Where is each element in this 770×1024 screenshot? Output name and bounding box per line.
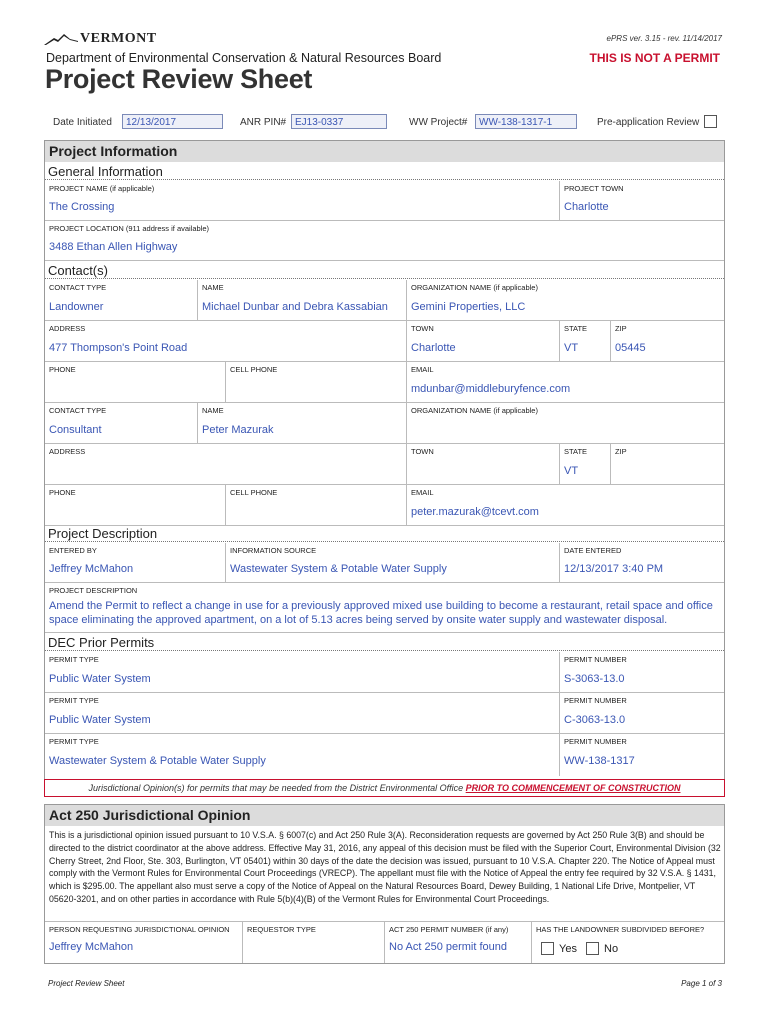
c2-phone-cell[interactable] [45, 485, 226, 526]
permit-2-type-value: Public Water System [49, 714, 151, 726]
top-row [44, 113, 725, 133]
project-town-label: PROJECT TOWN [564, 184, 624, 193]
permit-1-number-cell[interactable] [560, 652, 724, 693]
c1-town-cell[interactable] [407, 321, 560, 362]
act250-permit-number-value: No Act 250 permit found [389, 941, 508, 953]
act250-section [44, 804, 725, 964]
no-checkbox[interactable] [586, 942, 599, 955]
permit-number-label: PERMIT NUMBER [564, 696, 627, 705]
org-label: ORGANIZATION NAME (if applicable) [411, 406, 538, 415]
town-label: TOWN [411, 447, 434, 456]
c2-state-cell[interactable] [560, 444, 611, 485]
c1-address-cell[interactable] [45, 321, 407, 362]
project-description-value: Amend the Permit to reflect a change in use for a previously approved mixed use building to become a restaurant, retail space and office space eliminating the approved apartment, on a lot of 5.13 acres being served by onsite water supply and wastewater disposal. [49, 600, 713, 626]
state-label: STATE [564, 324, 588, 333]
act250-permit-number-label: ACT 250 PERMIT NUMBER (if any) [389, 925, 509, 934]
org-label: ORGANIZATION NAME (if applicable) [411, 283, 538, 292]
info-source-cell[interactable] [226, 543, 560, 583]
permit-number-label: PERMIT NUMBER [564, 655, 627, 664]
c1-email-cell[interactable] [407, 362, 724, 403]
version-text: ePRS ver. 3.15 - rev. 11/14/2017 [606, 34, 722, 43]
c2-address-cell[interactable] [45, 444, 407, 485]
cell-phone-label: CELL PHONE [230, 365, 278, 374]
date-initiated-label: Date Initiated [53, 117, 112, 128]
phone-label: PHONE [49, 365, 76, 374]
c2-email-value: peter.mazurak@tcevt.com [411, 506, 539, 518]
date-entered-label: DATE ENTERED [564, 546, 622, 555]
c1-address-value: 477 Thompson's Point Road [49, 342, 188, 354]
anr-pin-field[interactable]: EJ13-0337 [291, 114, 387, 129]
person-requesting-label: PERSON REQUESTING JURISDICTIONAL OPINION [49, 925, 230, 934]
jurisdictional-note-emphasis: PRIOR TO COMMENCEMENT OF CONSTRUCTION [465, 783, 681, 793]
c1-state-value: VT [564, 342, 579, 354]
c2-name-value: Peter Mazurak [202, 424, 274, 436]
project-name-value: The Crossing [49, 201, 115, 213]
entered-by-value: Jeffrey McMahon [49, 563, 134, 575]
project-location-label: PROJECT LOCATION (911 address if available) [49, 224, 210, 233]
general-info-heading: General Information [45, 163, 724, 180]
name-label: NAME [202, 406, 224, 415]
project-description-label: PROJECT DESCRIPTION [49, 586, 138, 595]
permit-3-number-value: WW-138-1317 [564, 755, 635, 767]
project-name-cell[interactable] [45, 181, 560, 221]
permit-3-number-cell[interactable] [560, 734, 724, 776]
footer-left: Project Review Sheet [48, 979, 125, 988]
c1-org-cell[interactable] [407, 280, 724, 321]
info-source-label: INFORMATION SOURCE [230, 546, 317, 555]
c1-email-value: mdunbar@middleburyfence.com [411, 383, 571, 395]
permit-2-number-value: C-3063-13.0 [564, 714, 626, 726]
permit-2-number-cell[interactable] [560, 693, 724, 734]
preapp-label: Pre-application Review [597, 117, 700, 128]
project-description-cell[interactable] [45, 583, 724, 633]
project-location-value: 3488 Ethan Allen Highway [49, 241, 178, 253]
entered-by-cell[interactable] [45, 543, 226, 583]
contact-type-label: CONTACT TYPE [49, 406, 107, 415]
project-location-cell[interactable] [45, 221, 724, 261]
jurisdictional-note [44, 779, 725, 797]
project-town-cell[interactable] [560, 181, 724, 221]
c2-email-cell[interactable] [407, 485, 724, 526]
info-source-value: Wastewater System & Potable Water Supply [230, 563, 447, 575]
state-label: STATE [564, 447, 588, 456]
project-description-heading: Project Description [45, 526, 724, 542]
act250-heading: Act 250 Jurisdictional Opinion [45, 805, 724, 826]
dec-prior-permits-heading: DEC Prior Permits [45, 634, 724, 651]
c1-name-value: Michael Dunbar and Debra Kassabian [202, 301, 388, 313]
anr-pin-label: ANR PIN# [240, 117, 287, 128]
c2-type-cell[interactable] [45, 403, 198, 444]
permit-number-label: PERMIT NUMBER [564, 737, 627, 746]
project-name-label: PROJECT NAME (if applicable) [49, 184, 155, 193]
c2-org-cell[interactable] [407, 403, 724, 444]
c1-type-value: Landowner [49, 301, 104, 313]
date-entered-cell[interactable] [560, 543, 724, 583]
permit-1-type-value: Public Water System [49, 673, 151, 685]
project-info-form [44, 140, 725, 797]
c2-zip-cell[interactable] [611, 444, 724, 485]
vermont-logo [44, 30, 157, 46]
act250-permit-number-cell[interactable] [385, 921, 532, 963]
project-town-value: Charlotte [564, 201, 609, 213]
subdivided-label: HAS THE LANDOWNER SUBDIVIDED BEFORE? [536, 925, 705, 934]
subdivided-cell [532, 921, 724, 963]
email-label: EMAIL [411, 488, 434, 497]
department-name: Department of Environmental Conservation & Natural Resources Board [46, 51, 442, 65]
yes-checkbox[interactable] [541, 942, 554, 955]
c1-state-cell[interactable] [560, 321, 611, 362]
c1-org-value: Gemini Properties, LLC [411, 301, 526, 313]
c1-zip-value: 05445 [615, 342, 646, 354]
mountain-logo-icon [44, 32, 78, 46]
town-label: TOWN [411, 324, 434, 333]
contacts-heading: Contact(s) [45, 262, 724, 279]
email-label: EMAIL [411, 365, 434, 374]
no-label: No [604, 942, 619, 955]
footer-page-number: Page 1 of 3 [681, 979, 722, 988]
c1-name-cell[interactable] [198, 280, 407, 321]
permit-type-label: PERMIT TYPE [49, 655, 99, 664]
c2-name-cell[interactable] [198, 403, 407, 444]
project-info-heading: Project Information [45, 141, 724, 162]
preapp-checkbox[interactable] [704, 115, 717, 128]
date-initiated-field[interactable]: 12/13/2017 [122, 114, 223, 129]
requestor-type-cell[interactable] [243, 921, 385, 963]
logo-text: VERMONT [80, 31, 157, 46]
jurisdictional-note-text: Jurisdictional Opinion(s) for permits that may be needed from the District Environmental Office [88, 783, 466, 793]
address-label: ADDRESS [49, 324, 86, 333]
zip-label: ZIP [615, 447, 627, 456]
permit-1-number-value: S-3063-13.0 [564, 673, 625, 685]
entered-by-label: ENTERED BY [49, 546, 97, 555]
c1-phone-cell[interactable] [45, 362, 226, 403]
date-entered-value: 12/13/2017 3:40 PM [564, 563, 664, 575]
permit-2-type-cell[interactable] [45, 693, 560, 734]
c1-type-cell[interactable] [45, 280, 198, 321]
not-permit-notice: THIS IS NOT A PERMIT [589, 51, 720, 65]
subdivided-no-option[interactable] [586, 942, 618, 955]
person-requesting-cell[interactable] [45, 921, 243, 963]
permit-1-type-cell[interactable] [45, 652, 560, 693]
c2-town-cell[interactable] [407, 444, 560, 485]
permit-3-type-cell[interactable] [45, 734, 560, 776]
ww-project-label: WW Project# [409, 117, 468, 128]
c2-cell-phone-cell[interactable] [226, 485, 407, 526]
name-label: NAME [202, 283, 224, 292]
permit-3-type-value: Wastewater System & Potable Water Supply [49, 755, 266, 767]
c1-zip-cell[interactable] [611, 321, 724, 362]
permit-type-label: PERMIT TYPE [49, 737, 99, 746]
page-title: Project Review Sheet [45, 64, 313, 94]
c2-type-value: Consultant [49, 424, 102, 436]
zip-label: ZIP [615, 324, 627, 333]
contact-type-label: CONTACT TYPE [49, 283, 107, 292]
yes-label: Yes [559, 942, 577, 955]
act250-text: This is a jurisdictional opinion issued pursuant to 10 V.S.A. § 6007(c) and Act 250 Rule 3(A). Reconsideration requests are governed by Act 250 Rule 3(B) and should be directed to the district coordinator at the above address. Effective May 31, 2016, any appeal of this decision must be filed with the Superior Court, Environmental Division (32 Cherry Street, 2nd Floor, Ste. 303, Burlington, VT 05401) within 30 days of the date the decision was issued, pursuant to 10 V.S.A. Chapter 220. The Notice of Appeal must comply with the Vermont Rules for Environmental Court Proceedings (VRECP). The appellant must file with the Notice of Appeal the entry fee required by 32 V.S.A. § 1431, which is $295.00. The appellant also must serve a copy of the Notice of Appeal on the Natural Resources Board, Dewey Building, 1 National Life Drive, Montpelier, VT 05620-3201, and on other parties in accordance with Rule 5(b)(4)(B) of the Vermont Rules for Environmental Court Proceedings. [49, 830, 721, 904]
cell-phone-label: CELL PHONE [230, 488, 278, 497]
ww-project-field[interactable]: WW-138-1317-1 [475, 114, 577, 129]
c1-town-value: Charlotte [411, 342, 456, 354]
subdivided-yes-option[interactable] [541, 942, 577, 955]
permit-type-label: PERMIT TYPE [49, 696, 99, 705]
c2-state-value: VT [564, 465, 579, 477]
person-requesting-value: Jeffrey McMahon [49, 941, 134, 953]
phone-label: PHONE [49, 488, 76, 497]
requestor-type-label: REQUESTOR TYPE [247, 925, 316, 934]
address-label: ADDRESS [49, 447, 86, 456]
c1-cell-phone-cell[interactable] [226, 362, 407, 403]
